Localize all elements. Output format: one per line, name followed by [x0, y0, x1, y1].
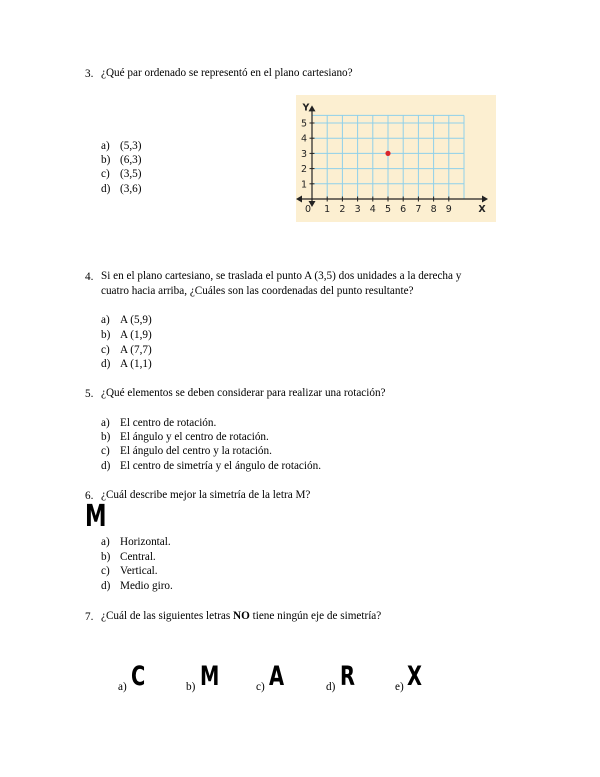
y-tick-label: 1	[300, 179, 307, 191]
letter-c-image: C	[131, 661, 145, 692]
question-text: ¿Qué elementos se deben considerar para realizar una rotación?	[101, 387, 386, 399]
x-tick-label: 0	[304, 204, 312, 215]
question-number: 4.	[85, 271, 94, 283]
x-tick-label: 5	[384, 204, 392, 215]
question-number: 6.	[85, 490, 94, 502]
y-axis-label: Y	[302, 102, 310, 114]
letter-x-image: X	[407, 661, 422, 692]
data-point	[385, 151, 390, 156]
x-tick-label: 9	[445, 204, 452, 215]
y-tick-label: 4	[300, 133, 307, 145]
x-tick-label: 7	[415, 204, 422, 215]
question-number: 5.	[85, 388, 94, 400]
question-text: ¿Cuál describe mejor la simetría de la letra M?	[101, 489, 311, 501]
question-text-line-1: Si en el plano cartesiano, se traslada el punto A (3,5) dos unidades a la derecha y	[101, 270, 462, 282]
cartesian-plane	[296, 95, 496, 222]
letter-m-image: M	[85, 499, 106, 534]
question-text-line-2: cuatro hacia arriba, ¿Cuáles son las coordenadas del punto resultante?	[101, 285, 414, 297]
x-tick-label: 1	[324, 204, 331, 215]
question-text: ¿Cuál de las siguientes letras NO tiene ningún eje de simetría?	[101, 610, 382, 622]
question-text: ¿Qué par ordenado se representó en el plano cartesiano?	[101, 67, 353, 79]
x-tick-label: 8	[430, 204, 437, 215]
x-axis-label: X	[478, 204, 486, 215]
x-tick-label: 3	[354, 204, 361, 215]
cartesian-chart	[296, 95, 496, 222]
letter-a-image: A	[269, 661, 284, 692]
emphasis-no: NO	[233, 610, 250, 622]
x-tick-label: 2	[339, 204, 346, 215]
x-axis-arrow-left	[296, 196, 302, 203]
x-tick-label: 6	[400, 204, 407, 215]
y-axis-arrow	[309, 105, 316, 111]
y-tick-label: 2	[300, 164, 307, 176]
x-axis-arrow	[482, 196, 488, 203]
letter-m-image: M	[200, 661, 219, 692]
question-number: 7.	[85, 611, 94, 623]
y-tick-label: 3	[300, 148, 307, 160]
x-tick-label: 4	[369, 204, 376, 215]
question-number: 3.	[85, 68, 94, 80]
y-tick-label: 5	[300, 118, 307, 130]
letter-r-image: R	[340, 661, 355, 692]
